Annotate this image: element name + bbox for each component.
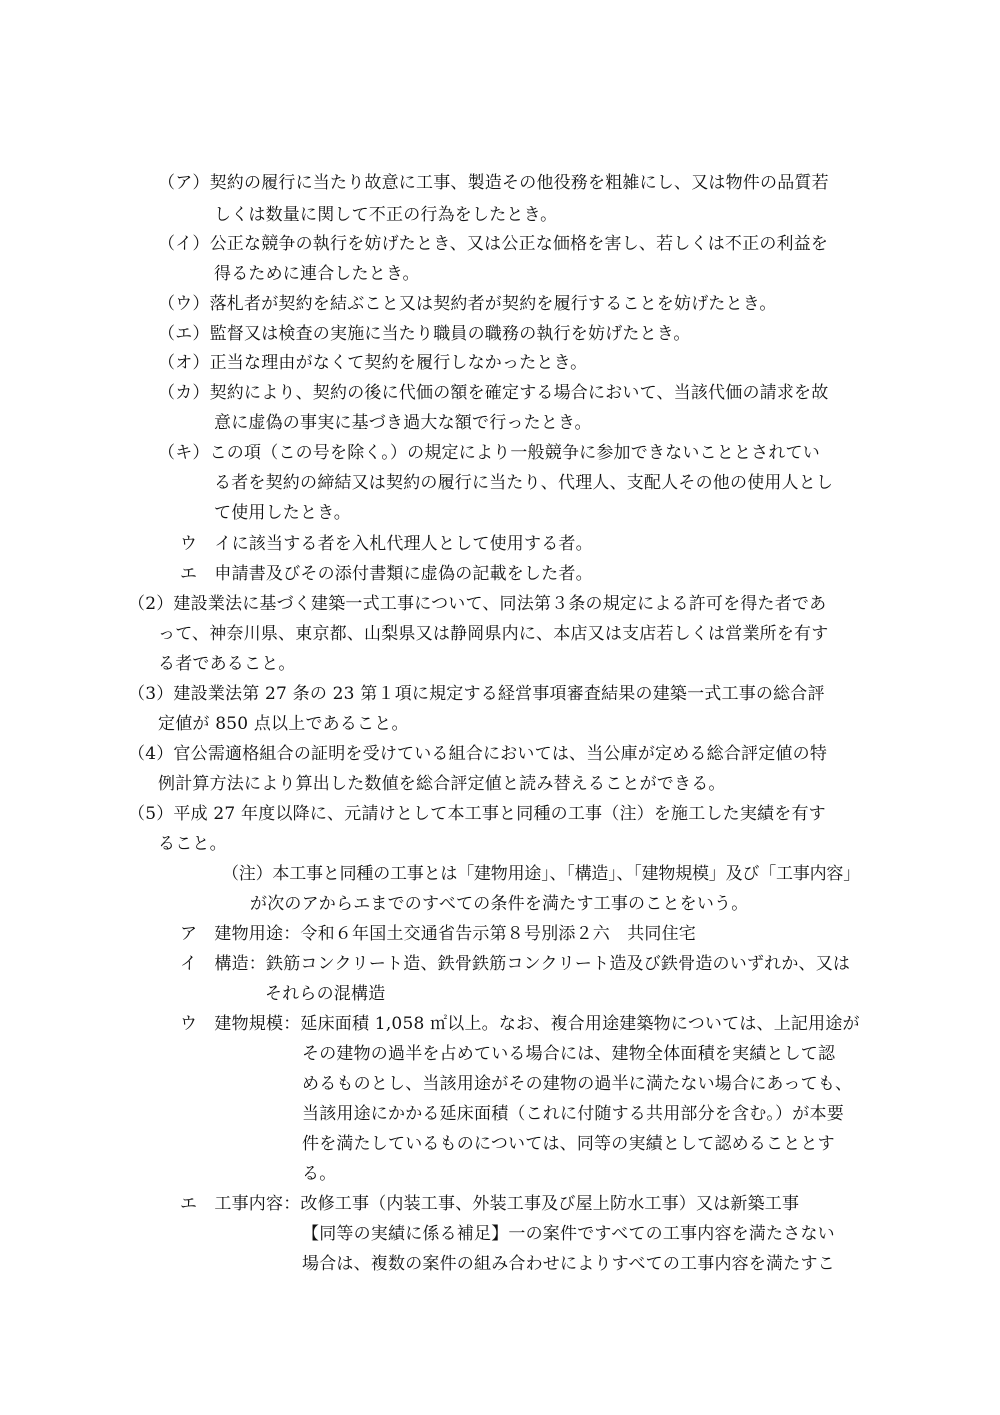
text-line: （キ）この項（この号を除く。）の規定により一般競争に参加できないこととされてい [158, 443, 820, 463]
text-line: 場合は、複数の案件の組み合わせによりすべての工事内容を満たすこ [302, 1254, 835, 1274]
text-line: その建物の過半を占めている場合には、建物全体面積を実績として認 [302, 1044, 836, 1064]
text-line: （5）平成 27 年度以降に、元請けとして本工事と同種の工事（注）を施工した実績を有す [128, 804, 826, 824]
text-line: （注）本工事と同種の工事とは「建物用途」、「構造」、「建物規模」及び「工事内容」 [222, 864, 860, 884]
text-line: る者を契約の締結又は契約の履行に当たり、代理人、支配人その他の使用人とし [214, 473, 834, 493]
text-line: 得るために連合したとき。 [214, 264, 420, 284]
text-line: しくは数量に関して不正の行為をしたとき。 [214, 205, 558, 225]
text-line: イ 構造：鉄筋コンクリート造、鉄骨鉄筋コンクリート造及び鉄骨造のいずれか、又は [180, 954, 851, 974]
text-line: （2）建設業法に基づく建築一式工事について、同法第３条の規定による許可を得た者であ [128, 594, 827, 614]
text-line: （ア）契約の履行に当たり故意に工事、製造その他役務を粗雑にし、又は物件の品質若 [158, 173, 829, 193]
text-line: 例計算方法により算出した数値を総合評定値と読み替えることができる。 [158, 774, 726, 794]
text-line: 【同等の実績に係る補足】一の案件ですべての工事内容を満たさない [302, 1224, 835, 1244]
text-line: ウ イに該当する者を入札代理人として使用する者。 [180, 534, 593, 554]
text-line: 定値が 850 点以上であること。 [158, 714, 409, 734]
text-line: が次のアからエまでのすべての条件を満たす工事のことをいう。 [250, 894, 749, 914]
text-line: って、神奈川県、東京都、山梨県又は静岡県内に、本店又は支店若しくは営業所を有す [158, 624, 829, 644]
text-line: て使用したとき。 [214, 503, 351, 523]
text-line: （3）建設業法第 27 条の 23 第１項に規定する経営事項審査結果の建築一式工事の総合評 [128, 684, 825, 704]
text-line: （ウ）落札者が契約を結ぶこと又は契約者が契約を履行することを妨げたとき。 [158, 294, 777, 314]
text-line: る者であること。 [158, 654, 296, 674]
text-line: （イ）公正な競争の執行を妨げたとき、又は公正な価格を害し、若しくは不正の利益を [158, 234, 829, 254]
text-line: ること。 [158, 834, 227, 854]
text-line: （オ）正当な理由がなくて契約を履行しなかったとき。 [158, 353, 588, 373]
text-line: （4）官公需適格組合の証明を受けている組合においては、当公庫が定める総合評定値の特 [128, 744, 828, 764]
text-line: エ 工事内容：改修工事（内装工事、外装工事及び屋上防水工事）又は新築工事 [180, 1194, 800, 1214]
text-line: ア 建物用途：令和６年国土交通省告示第８号別添２六 共同住宅 [180, 924, 696, 944]
text-line: （エ）監督又は検査の実施に当たり職員の職務の執行を妨げたとき。 [158, 324, 691, 344]
text-line: ウ 建物規模：延床面積 1,058 ㎡以上。なお、複合用途建築物については、上記用途が [180, 1014, 860, 1034]
text-line: めるものとし、当該用途がその建物の過半に満たない場合にあっても、 [302, 1074, 853, 1094]
text-line: 当該用途にかかる延床面積（これに付随する共用部分を含む。）が本要 [302, 1104, 844, 1124]
text-line: 意に虚偽の事実に基づき過大な額で行ったとき。 [214, 413, 592, 433]
text-line: （カ）契約により、契約の後に代価の額を確定する場合において、当該代価の請求を故 [158, 383, 829, 403]
text-line: る。 [302, 1164, 337, 1184]
text-line: エ 申請書及びその添付書類に虚偽の記載をした者。 [180, 564, 593, 584]
text-line: 件を満たしているものについては、同等の実績として認めることとす [302, 1134, 835, 1154]
text-line: それらの混構造 [265, 984, 386, 1004]
